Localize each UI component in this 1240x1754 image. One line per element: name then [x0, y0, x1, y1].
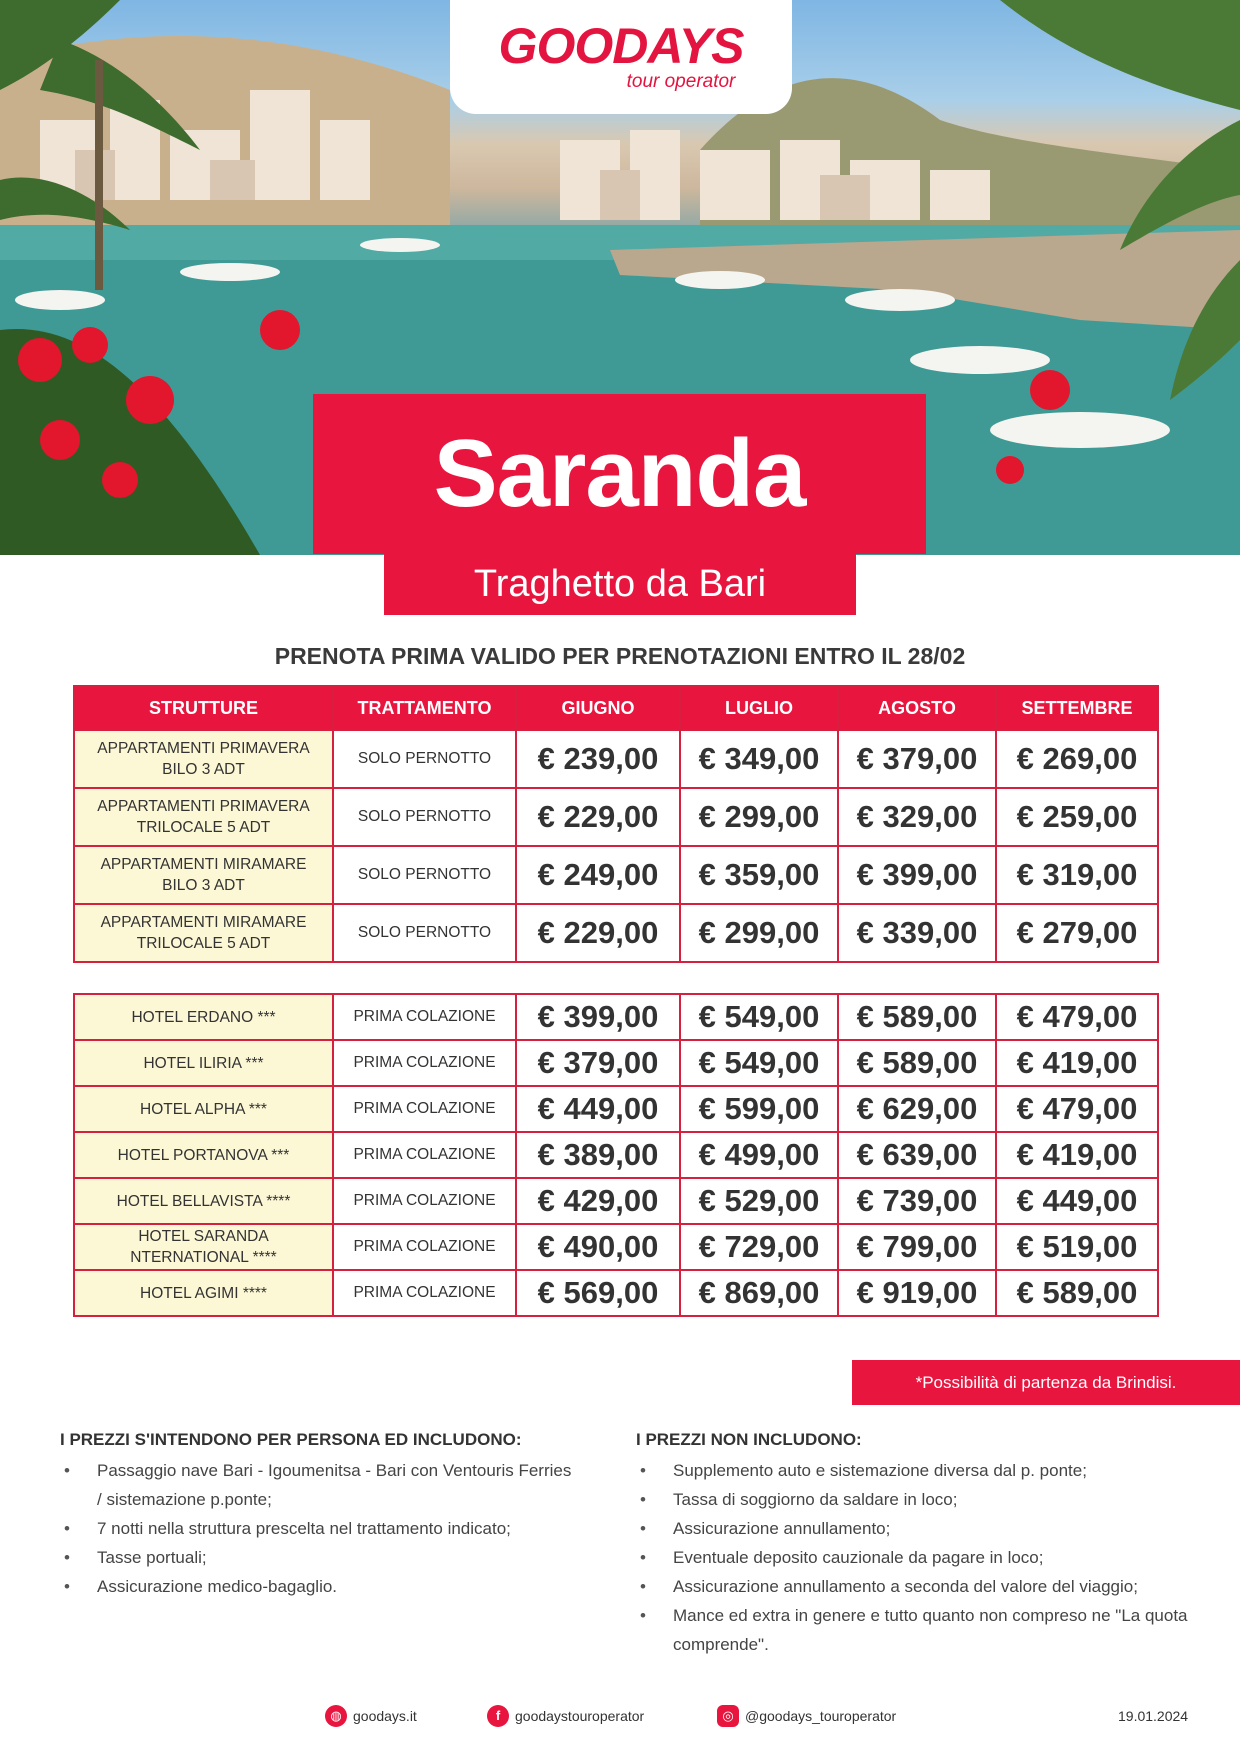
- includes-section: [60, 1430, 580, 1601]
- table-row: [74, 846, 1158, 904]
- column-header: LUGLIO: [680, 686, 838, 730]
- structure-name: APPARTAMENTI MIRAMARE: [100, 856, 307, 873]
- footer-facebook[interactable]: [487, 1705, 644, 1727]
- column-header: TRATTAMENTO: [333, 686, 516, 730]
- table-row: [74, 1224, 1158, 1270]
- list-item: • Tassa di soggiorno da saldare in loco;: [636, 1485, 1196, 1514]
- table-row: [74, 1178, 1158, 1224]
- price-cell: € 529,00: [680, 1178, 838, 1224]
- price-cell: € 479,00: [996, 994, 1158, 1040]
- hotels-price-table: [73, 993, 1159, 1317]
- board-cell: PRIMA COLAZIONE: [333, 1086, 516, 1132]
- price-cell: € 639,00: [838, 1132, 996, 1178]
- includes-list: [60, 1456, 580, 1601]
- instagram-icon: ◎: [717, 1705, 739, 1727]
- structure-name-cell: [74, 1132, 333, 1178]
- table-row: [74, 1086, 1158, 1132]
- price-cell: € 490,00: [516, 1224, 680, 1270]
- price-cell: € 379,00: [838, 730, 996, 788]
- board-cell: SOLO PERNOTTO: [333, 846, 516, 904]
- structure-type: TRILOCALE 5 ADT: [136, 819, 271, 836]
- price-cell: € 589,00: [838, 1040, 996, 1086]
- structure-type: TRILOCALE 5 ADT: [136, 935, 271, 952]
- column-header: GIUGNO: [516, 686, 680, 730]
- price-cell: € 419,00: [996, 1132, 1158, 1178]
- price-cell: € 359,00: [680, 846, 838, 904]
- price-cell: € 429,00: [516, 1178, 680, 1224]
- price-cell: € 549,00: [680, 994, 838, 1040]
- price-cell: € 549,00: [680, 1040, 838, 1086]
- price-cell: € 499,00: [680, 1132, 838, 1178]
- board-cell: PRIMA COLAZIONE: [333, 1132, 516, 1178]
- apartments-price-table: [73, 685, 1159, 963]
- list-item: • Tasse portuali;: [60, 1543, 580, 1572]
- price-cell: € 399,00: [516, 994, 680, 1040]
- structure-name: HOTEL ILIRIA ***: [143, 1054, 264, 1072]
- logo-wordmark: GOODAYS: [498, 18, 744, 74]
- list-item: • Assicurazione annullamento;: [636, 1514, 1196, 1543]
- price-cell: € 319,00: [996, 846, 1158, 904]
- column-header: AGOSTO: [838, 686, 996, 730]
- price-cell: € 349,00: [680, 730, 838, 788]
- logo-tagline: tour operator: [626, 71, 736, 92]
- table-row: [74, 1132, 1158, 1178]
- price-cell: € 449,00: [516, 1086, 680, 1132]
- board-cell: SOLO PERNOTTO: [333, 730, 516, 788]
- price-cell: € 739,00: [838, 1178, 996, 1224]
- structure-name-cell: [74, 904, 333, 962]
- structure-name-cell: [74, 1224, 333, 1270]
- price-cell: € 259,00: [996, 788, 1158, 846]
- structure-type: NTERNATIONAL ****: [130, 1249, 277, 1266]
- board-cell: PRIMA COLAZIONE: [333, 1224, 516, 1270]
- price-cell: € 329,00: [838, 788, 996, 846]
- structure-name: APPARTAMENTI PRIMAVERA: [97, 798, 310, 815]
- structure-name-cell: [74, 1086, 333, 1132]
- table-row: [74, 1270, 1158, 1316]
- table-row: [74, 1040, 1158, 1086]
- structure-name: HOTEL ERDANO ***: [131, 1008, 276, 1026]
- instagram-link[interactable]: @goodays_touroperator: [745, 1708, 897, 1724]
- table-row: [74, 994, 1158, 1040]
- structure-type: BILO 3 ADT: [162, 877, 245, 894]
- website-link[interactable]: goodays.it: [353, 1708, 417, 1724]
- board-cell: SOLO PERNOTTO: [333, 788, 516, 846]
- price-cell: € 299,00: [680, 904, 838, 962]
- price-cell: € 279,00: [996, 904, 1158, 962]
- structure-name: HOTEL PORTANOVA ***: [117, 1146, 290, 1164]
- structure-name: HOTEL BELLAVISTA ****: [116, 1192, 291, 1210]
- table-row: [74, 730, 1158, 788]
- excludes-section: [636, 1430, 1196, 1659]
- destination-subtitle: Traghetto da Bari: [384, 554, 856, 615]
- board-cell: PRIMA COLAZIONE: [333, 1270, 516, 1316]
- structure-name: APPARTAMENTI MIRAMARE: [100, 914, 307, 931]
- facebook-link[interactable]: goodaystouroperator: [515, 1708, 645, 1724]
- price-cell: € 589,00: [996, 1270, 1158, 1316]
- price-cell: € 239,00: [516, 730, 680, 788]
- price-cell: € 229,00: [516, 788, 680, 846]
- structure-name-cell: [74, 1178, 333, 1224]
- board-cell: SOLO PERNOTTO: [333, 904, 516, 962]
- excludes-list: [636, 1456, 1196, 1659]
- price-cell: € 229,00: [516, 904, 680, 962]
- table-row: [74, 788, 1158, 846]
- list-item: • Assicurazione annullamento a seconda del valore del viaggio;: [636, 1572, 1196, 1601]
- price-cell: € 399,00: [838, 846, 996, 904]
- structure-name-cell: [74, 1270, 333, 1316]
- price-cell: € 389,00: [516, 1132, 680, 1178]
- excludes-title: I PREZZI NON INCLUDONO:: [636, 1430, 862, 1449]
- list-item: • 7 notti nella struttura prescelta nel trattamento indicato;: [60, 1514, 580, 1543]
- footer-website[interactable]: [325, 1705, 417, 1727]
- price-cell: € 479,00: [996, 1086, 1158, 1132]
- price-cell: € 299,00: [680, 788, 838, 846]
- list-item: • Assicurazione medico-bagaglio.: [60, 1572, 580, 1601]
- price-cell: € 729,00: [680, 1224, 838, 1270]
- column-header: STRUTTURE: [74, 686, 333, 730]
- board-cell: PRIMA COLAZIONE: [333, 1178, 516, 1224]
- logo: [450, 0, 792, 114]
- price-cell: € 589,00: [838, 994, 996, 1040]
- price-cell: € 249,00: [516, 846, 680, 904]
- price-cell: € 419,00: [996, 1040, 1158, 1086]
- price-cell: € 599,00: [680, 1086, 838, 1132]
- price-cell: € 269,00: [996, 730, 1158, 788]
- table-header: [74, 686, 1158, 730]
- structure-name-cell: [74, 730, 333, 788]
- footer-instagram[interactable]: [717, 1705, 896, 1727]
- price-cell: € 519,00: [996, 1224, 1158, 1270]
- list-item: • Passaggio nave Bari - Igoumenitsa - Bari con Ventouris Ferries / sistemazione p.ponte;: [60, 1456, 580, 1514]
- list-item: • Mance ed extra in genere e tutto quanto non compreso ne "La quota comprende".: [636, 1601, 1196, 1659]
- price-cell: € 919,00: [838, 1270, 996, 1316]
- price-cell: € 379,00: [516, 1040, 680, 1086]
- price-cell: € 449,00: [996, 1178, 1158, 1224]
- column-header: SETTEMBRE: [996, 686, 1158, 730]
- price-cell: € 569,00: [516, 1270, 680, 1316]
- globe-icon: ◍: [325, 1705, 347, 1727]
- structure-name-cell: [74, 788, 333, 846]
- structure-name: HOTEL SARANDA: [138, 1228, 269, 1245]
- departure-note: *Possibilità di partenza da Brindisi.: [852, 1360, 1240, 1405]
- price-cell: € 799,00: [838, 1224, 996, 1270]
- structure-type: BILO 3 ADT: [162, 761, 245, 778]
- facebook-icon: f: [487, 1705, 509, 1727]
- includes-title: I PREZZI S'INTENDONO PER PERSONA ED INCLUDONO:: [60, 1430, 522, 1449]
- list-item: • Supplemento auto e sistemazione diversa dal p. ponte;: [636, 1456, 1196, 1485]
- price-cell: € 339,00: [838, 904, 996, 962]
- structure-name-cell: [74, 994, 333, 1040]
- destination-title: Saranda: [313, 394, 926, 554]
- booking-heading: PRENOTA PRIMA VALIDO PER PRENOTAZIONI ENTRO IL 28/02: [274, 643, 966, 669]
- structure-name: APPARTAMENTI PRIMAVERA: [97, 740, 310, 757]
- board-cell: PRIMA COLAZIONE: [333, 994, 516, 1040]
- list-item: • Eventuale deposito cauzionale da pagare in loco;: [636, 1543, 1196, 1572]
- table-row: [74, 904, 1158, 962]
- structure-name: HOTEL AGIMI ****: [140, 1284, 267, 1302]
- board-cell: PRIMA COLAZIONE: [333, 1040, 516, 1086]
- price-cell: € 869,00: [680, 1270, 838, 1316]
- structure-name-cell: [74, 846, 333, 904]
- footer-date: 19.01.2024: [1118, 1708, 1189, 1724]
- price-cell: € 629,00: [838, 1086, 996, 1132]
- structure-name-cell: [74, 1040, 333, 1086]
- structure-name: HOTEL ALPHA ***: [140, 1100, 267, 1118]
